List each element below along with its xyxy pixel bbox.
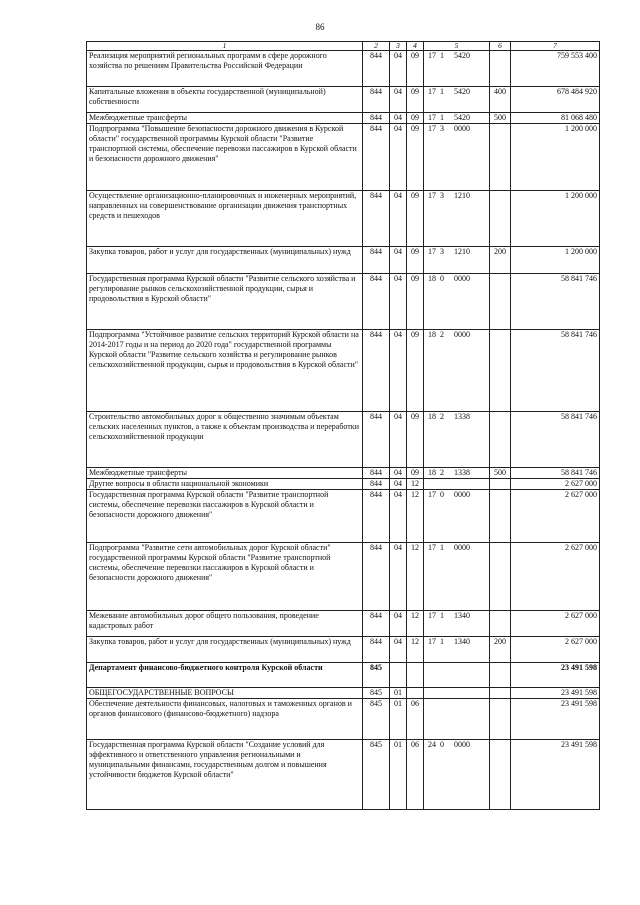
target-article-code (424, 412, 490, 468)
program-code: 18 (428, 412, 436, 421)
ministry-code: 844 (363, 247, 390, 274)
ministry-code: 844 (363, 330, 390, 412)
target-article-code (424, 663, 490, 688)
subprogram-code: 1 (440, 543, 444, 552)
amount: 58 841 746 (511, 274, 600, 330)
amount: 81 068 480 (511, 113, 600, 124)
subprogram-code: 2 (440, 330, 444, 339)
subsection-code: 12 (407, 479, 424, 490)
direction-code: 1338 (454, 412, 470, 421)
row-title: Строительство автомобильных дорог к общественно значимым объектам сельских населенных пунктов, а также к объектам производства и переработки сельскохозяйственной продукции (87, 412, 363, 468)
target-article-code (424, 330, 490, 412)
subsection-code (407, 688, 424, 699)
table-row (87, 468, 600, 479)
amount: 58 841 746 (511, 468, 600, 479)
row-title: Государственная программа Курской области "Развитие транспортной системы, обеспечение перевозки пассажиров в Курской области и безопасности дорожного движения" (87, 490, 363, 543)
section-code: 01 (390, 688, 407, 699)
program-code: 18 (428, 330, 436, 339)
section-code: 04 (390, 191, 407, 247)
direction-code: 1340 (454, 611, 470, 620)
ministry-code: 844 (363, 479, 390, 490)
section-code: 04 (390, 637, 407, 663)
amount: 1 200 000 (511, 191, 600, 247)
amount: 2 627 000 (511, 490, 600, 543)
subprogram-code: 3 (440, 247, 444, 256)
row-title: Другие вопросы в области национальной экономики (87, 479, 363, 490)
section-code: 04 (390, 51, 407, 87)
subsection-code: 09 (407, 330, 424, 412)
table-row (87, 51, 600, 87)
section-code: 04 (390, 87, 407, 113)
table-row (87, 663, 600, 688)
direction-code: 0000 (454, 330, 470, 339)
direction-code: 1338 (454, 468, 470, 477)
expense-type-code (490, 490, 511, 543)
target-article-code (424, 468, 490, 479)
expense-type-code (490, 412, 511, 468)
row-title: Межбюджетные трансферты (87, 113, 363, 124)
target-article-code (424, 124, 490, 191)
direction-code: 0000 (454, 274, 470, 283)
subsection-code: 12 (407, 490, 424, 543)
ministry-code: 844 (363, 113, 390, 124)
row-title: Закупка товаров, работ и услуг для государственных (муниципальных) нужд (87, 247, 363, 274)
table-row (87, 637, 600, 663)
table-row (87, 479, 600, 490)
expense-type-code: 200 (490, 637, 511, 663)
amount: 23 491 598 (511, 740, 600, 810)
subsection-code: 09 (407, 113, 424, 124)
subsection-code: 09 (407, 51, 424, 87)
section-code: 04 (390, 543, 407, 611)
program-code: 17 (428, 191, 436, 200)
program-code: 17 (428, 87, 436, 96)
column-header: 3 (390, 42, 407, 51)
expense-type-code (490, 663, 511, 688)
subsection-code: 12 (407, 637, 424, 663)
expense-type-code (490, 124, 511, 191)
direction-code: 5420 (454, 87, 470, 96)
section-code: 04 (390, 274, 407, 330)
table-row (87, 740, 600, 810)
program-code: 17 (428, 124, 436, 133)
target-article-code (424, 191, 490, 247)
section-code: 01 (390, 699, 407, 740)
section-code: 04 (390, 611, 407, 637)
row-title: Межевание автомобильных дорог общего пользования, проведение кадастровых работ (87, 611, 363, 637)
amount: 1 200 000 (511, 247, 600, 274)
program-code: 17 (428, 637, 436, 646)
expense-type-code (490, 611, 511, 637)
header-row (87, 42, 600, 51)
table-row (87, 124, 600, 191)
expense-type-code (490, 191, 511, 247)
program-code: 17 (428, 113, 436, 122)
expense-type-code (490, 699, 511, 740)
expense-type-code (490, 740, 511, 810)
table-row (87, 87, 600, 113)
row-title: Обеспечение деятельности финансовых, налоговых и таможенных органов и органов финансового (финансово-бюджетного) надзора (87, 699, 363, 740)
subprogram-code: 3 (440, 124, 444, 133)
column-header: 4 (407, 42, 424, 51)
subsection-code: 09 (407, 274, 424, 330)
subprogram-code: 3 (440, 191, 444, 200)
target-article-code (424, 637, 490, 663)
column-header: 7 (511, 42, 600, 51)
subsection-code: 09 (407, 124, 424, 191)
amount: 2 627 000 (511, 611, 600, 637)
expense-type-code (490, 688, 511, 699)
section-code: 04 (390, 479, 407, 490)
table-row (87, 688, 600, 699)
row-title: Департамент финансово-бюджетного контроля Курской области (87, 663, 363, 688)
column-header: 5 (424, 42, 490, 51)
subprogram-code: 2 (440, 412, 444, 421)
section-code: 04 (390, 330, 407, 412)
ministry-code: 845 (363, 663, 390, 688)
ministry-code: 844 (363, 611, 390, 637)
direction-code: 1340 (454, 637, 470, 646)
subprogram-code: 1 (440, 113, 444, 122)
row-title: Реализация мероприятий региональных программ в сфере дорожного хозяйства по решениям Правительства Российской Федерации (87, 51, 363, 87)
expense-type-code: 500 (490, 113, 511, 124)
program-code: 17 (428, 543, 436, 552)
row-title: Государственная программа Курской области "Развитие сельского хозяйства и регулирование рынков сельскохозяйственной продукции, сырья и продовольствия в Курской области" (87, 274, 363, 330)
target-article-code (424, 87, 490, 113)
section-code: 04 (390, 412, 407, 468)
amount: 2 627 000 (511, 479, 600, 490)
program-code: 17 (428, 51, 436, 60)
subsection-code: 12 (407, 543, 424, 611)
table-row (87, 699, 600, 740)
direction-code: 1210 (454, 247, 470, 256)
page-number: 86 (315, 22, 325, 32)
expense-type-code (490, 274, 511, 330)
table-body (87, 51, 600, 810)
target-article-code (424, 611, 490, 637)
ministry-code: 844 (363, 637, 390, 663)
column-header: 6 (490, 42, 511, 51)
section-code: 04 (390, 113, 407, 124)
subprogram-code: 0 (440, 490, 444, 499)
subsection-code: 09 (407, 87, 424, 113)
ministry-code: 844 (363, 124, 390, 191)
column-header: 1 (87, 42, 363, 51)
section-code: 04 (390, 247, 407, 274)
subsection-code (407, 663, 424, 688)
subprogram-code: 0 (440, 740, 444, 749)
subprogram-code: 1 (440, 637, 444, 646)
row-title: Осуществление организационно-планировочных и инженерных мероприятий, направленных на совершенствование организации движения транспортных средств и пешеходов (87, 191, 363, 247)
table-row (87, 412, 600, 468)
ministry-code: 844 (363, 490, 390, 543)
table-row (87, 611, 600, 637)
expense-type-code (490, 51, 511, 87)
column-header: 2 (363, 42, 390, 51)
expense-type-code: 400 (490, 87, 511, 113)
ministry-code: 844 (363, 51, 390, 87)
table-row (87, 113, 600, 124)
target-article-code (424, 51, 490, 87)
row-title: ОБЩЕГОСУДАРСТВЕННЫЕ ВОПРОСЫ (87, 688, 363, 699)
ministry-code: 844 (363, 543, 390, 611)
expense-type-code (490, 330, 511, 412)
table-row (87, 274, 600, 330)
subsection-code: 09 (407, 468, 424, 479)
expense-type-code (490, 479, 511, 490)
row-title: Межбюджетные трансферты (87, 468, 363, 479)
program-code: 18 (428, 274, 436, 283)
ministry-code: 844 (363, 412, 390, 468)
row-title: Подпрограмма "Устойчивое развитие сельских территорий Курской области на 2014-2017 годы и на период до 2020 года" государственной программы Курской области "Развитие сельского хозяйства и регулирование рынков сельскохозяйственной продукции, сырья и продовольствия в Курской области" (87, 330, 363, 412)
target-article-code (424, 247, 490, 274)
direction-code: 5420 (454, 113, 470, 122)
amount: 759 553 400 (511, 51, 600, 87)
target-article-code (424, 274, 490, 330)
ministry-code: 845 (363, 740, 390, 810)
subprogram-code: 2 (440, 468, 444, 477)
program-code: 17 (428, 247, 436, 256)
row-title: Закупка товаров, работ и услуг для государственных (муниципальных) нужд (87, 637, 363, 663)
subprogram-code: 1 (440, 87, 444, 96)
ministry-code: 844 (363, 274, 390, 330)
program-code: 17 (428, 611, 436, 620)
amount: 23 491 598 (511, 688, 600, 699)
subsection-code: 06 (407, 740, 424, 810)
subsection-code: 12 (407, 611, 424, 637)
row-title: Подпрограмма "Развитие сети автомобильных дорог Курской области" государственной программы Курской области "Развитие транспортной системы, обеспечение перевозки пассажиров в Курской области и безопасности дорожного движения" (87, 543, 363, 611)
row-title: Капитальные вложения в объекты государственной (муниципальной) собственности (87, 87, 363, 113)
subsection-code: 09 (407, 412, 424, 468)
amount: 678 484 920 (511, 87, 600, 113)
target-article-code (424, 699, 490, 740)
amount: 2 627 000 (511, 637, 600, 663)
amount: 23 491 598 (511, 663, 600, 688)
program-code: 24 (428, 740, 436, 749)
subprogram-code: 1 (440, 611, 444, 620)
table-row (87, 490, 600, 543)
direction-code: 0000 (454, 740, 470, 749)
ministry-code: 845 (363, 699, 390, 740)
subsection-code: 09 (407, 247, 424, 274)
section-code: 04 (390, 124, 407, 191)
target-article-code (424, 688, 490, 699)
direction-code: 0000 (454, 490, 470, 499)
direction-code: 0000 (454, 124, 470, 133)
section-code: 04 (390, 468, 407, 479)
subsection-code: 09 (407, 191, 424, 247)
ministry-code: 845 (363, 688, 390, 699)
amount: 58 841 746 (511, 412, 600, 468)
table-row (87, 543, 600, 611)
direction-code: 5420 (454, 51, 470, 60)
budget-table (86, 41, 600, 810)
amount: 23 491 598 (511, 699, 600, 740)
target-article-code (424, 490, 490, 543)
amount: 1 200 000 (511, 124, 600, 191)
program-code: 18 (428, 468, 436, 477)
target-article-code (424, 740, 490, 810)
section-code: 01 (390, 740, 407, 810)
expense-type-code (490, 543, 511, 611)
amount: 2 627 000 (511, 543, 600, 611)
subsection-code: 06 (407, 699, 424, 740)
section-code: 04 (390, 490, 407, 543)
target-article-code (424, 543, 490, 611)
ministry-code: 844 (363, 191, 390, 247)
program-code: 17 (428, 490, 436, 499)
amount: 58 841 746 (511, 330, 600, 412)
table-row (87, 330, 600, 412)
table-row (87, 247, 600, 274)
direction-code: 0000 (454, 543, 470, 552)
table-row (87, 191, 600, 247)
row-title: Государственная программа Курской области "Создание условий для эффективного и ответственного управления региональными и муниципальными финансами, государственным долгом и повышения устойчивости бюджетов Курской области" (87, 740, 363, 810)
row-title: Подпрограмма "Повышение безопасности дорожного движения в Курской области" государственной программы Курской области "Развитие транспортной системы, обеспечение перевозки пассажиров в Курской области и безопасности дорожного движения" (87, 124, 363, 191)
ministry-code: 844 (363, 468, 390, 479)
target-article-code (424, 479, 490, 490)
ministry-code: 844 (363, 87, 390, 113)
section-code (390, 663, 407, 688)
target-article-code (424, 113, 490, 124)
expense-type-code: 200 (490, 247, 511, 274)
expense-type-code: 500 (490, 468, 511, 479)
subprogram-code: 1 (440, 51, 444, 60)
direction-code: 1210 (454, 191, 470, 200)
subprogram-code: 0 (440, 274, 444, 283)
